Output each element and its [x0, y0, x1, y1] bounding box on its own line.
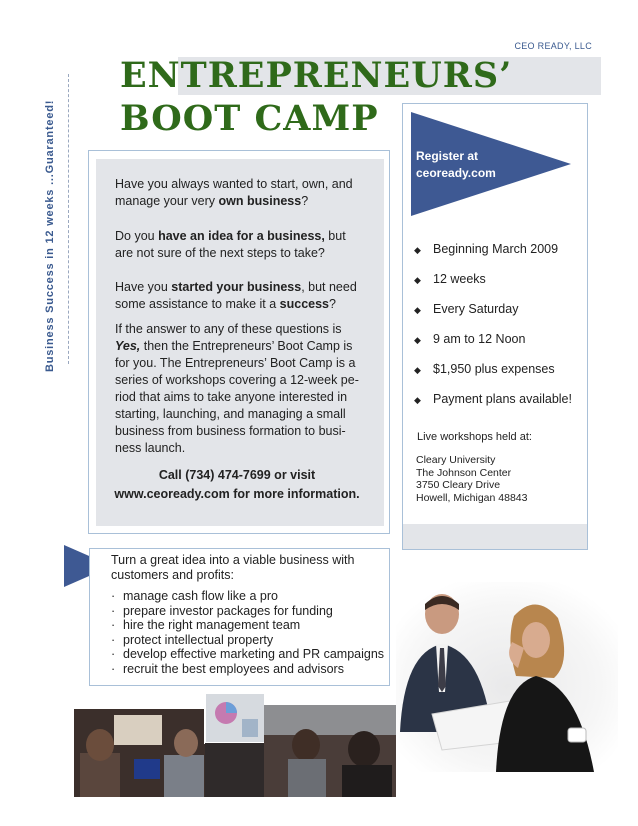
details-item-text: Payment plans available! — [433, 392, 572, 406]
register-line-2: ceoready.com — [416, 166, 496, 180]
answer-paragraph — [115, 321, 365, 457]
question-2-end: but are not sure of the next steps to take? — [115, 229, 346, 260]
dot-bullet-icon: · — [111, 661, 116, 676]
question-2-text: Do you — [115, 229, 159, 243]
details-item-text: 12 weeks — [433, 272, 486, 286]
diamond-bullet-icon: ◆ — [414, 305, 421, 315]
dot-bullet-icon: · — [111, 618, 116, 632]
register-link[interactable] — [416, 148, 536, 182]
question-3-end: ? — [329, 297, 336, 311]
company-name: CEO READY, LLC — [514, 41, 592, 51]
answer-yes: Yes, — [115, 339, 141, 353]
business-people-photo — [396, 582, 618, 772]
seminar-photo-collage — [74, 693, 396, 797]
question-2 — [115, 228, 365, 262]
page-title-line1: ENTREPRENEURS’ — [120, 55, 513, 96]
diamond-bullet-icon: ◆ — [414, 395, 421, 405]
details-item-text: $1,950 plus expenses — [433, 362, 555, 376]
answer-text-start: If the answer to any of these questions is — [115, 322, 342, 336]
diamond-bullet-icon: ◆ — [414, 365, 421, 375]
dot-bullet-icon: · — [111, 603, 116, 618]
benefits-item-text: hire the right management team — [123, 618, 301, 632]
dot-bullet-icon: · — [111, 647, 116, 661]
register-line-1: Register at — [416, 149, 479, 163]
details-item-text: Every Saturday — [433, 302, 519, 316]
benefits-item — [111, 604, 386, 619]
question-1-end: ? — [301, 194, 309, 208]
dot-bullet-icon: · — [111, 589, 116, 603]
benefits-item — [111, 618, 386, 633]
benefits-item-text: manage cash flow like a pro — [123, 589, 278, 603]
address-line-4: Howell, Michigan 48843 — [416, 491, 528, 504]
diamond-bullet-icon: ◆ — [414, 245, 421, 255]
question-3-text: Have you — [115, 280, 172, 294]
questions-panel — [88, 150, 390, 534]
question-1-emphasis: own business — [218, 194, 302, 208]
details-list — [414, 242, 586, 422]
details-item — [414, 362, 586, 392]
details-item-text: 9 am to 12 Noon — [433, 332, 526, 346]
benefits-item — [111, 662, 386, 677]
details-panel-footer-bar — [403, 524, 587, 549]
diamond-bullet-icon: ◆ — [414, 275, 421, 285]
details-item — [414, 332, 586, 362]
venue-address — [416, 454, 527, 504]
benefits-box — [89, 548, 390, 686]
benefits-item-text: recruit the best employees and advisors — [123, 661, 344, 676]
details-item — [414, 392, 586, 422]
benefits-item-text: protect intellectual property — [123, 632, 274, 647]
details-item — [414, 272, 586, 302]
question-3-middle: , but need some assistance to make it a — [115, 280, 357, 311]
benefits-item — [111, 633, 386, 648]
question-3-emphasis: started your business — [171, 280, 302, 294]
diamond-bullet-icon: ◆ — [414, 335, 421, 345]
address-line-3: 3750 Cleary Drive — [416, 479, 501, 491]
address-line-2: The Johnson Center — [416, 466, 512, 479]
question-3 — [115, 279, 365, 313]
benefits-intro: Turn a great idea into a viable business with customers and profits: — [111, 553, 355, 582]
question-2-emphasis: have an idea for a business, — [158, 229, 325, 243]
benefits-item-text: develop effective marketing and PR campaigns — [123, 647, 385, 661]
dot-bullet-icon: · — [111, 632, 116, 647]
side-dashed-divider — [68, 74, 69, 364]
details-item-text: Beginning March 2009 — [433, 242, 559, 256]
benefits-item-text: prepare investor packages for funding — [123, 603, 333, 618]
benefits-item — [111, 589, 386, 604]
details-item — [414, 302, 586, 332]
page-title-line2: BOOT CAMP — [120, 98, 379, 139]
call-to-action: Call (734) 474-7699 or visit www.ceoready.com for more information. — [114, 468, 360, 501]
benefits-item — [111, 647, 386, 662]
question-1 — [115, 176, 365, 210]
question-1-text: Have you always wanted to start, own, and manage your very — [115, 177, 353, 208]
benefits-list — [111, 589, 386, 676]
side-slogan: Business Success in 12 weeks ...Guaranteed! — [44, 99, 56, 372]
live-workshops-label: Live workshops held at: — [417, 431, 532, 443]
question-3-emphasis-2: success — [279, 297, 330, 311]
details-item — [414, 242, 586, 272]
answer-text-body: then the Entrepreneurs’ Boot Camp is for you. The Entrepreneurs’ Boot Camp is a series of workshops covering a 12-week pe-riod that aims to take anyone interested in starting, launching, and managing a small business from business formation to busi-ness launch. — [115, 339, 359, 455]
address-line-1: Cleary University — [416, 454, 496, 466]
